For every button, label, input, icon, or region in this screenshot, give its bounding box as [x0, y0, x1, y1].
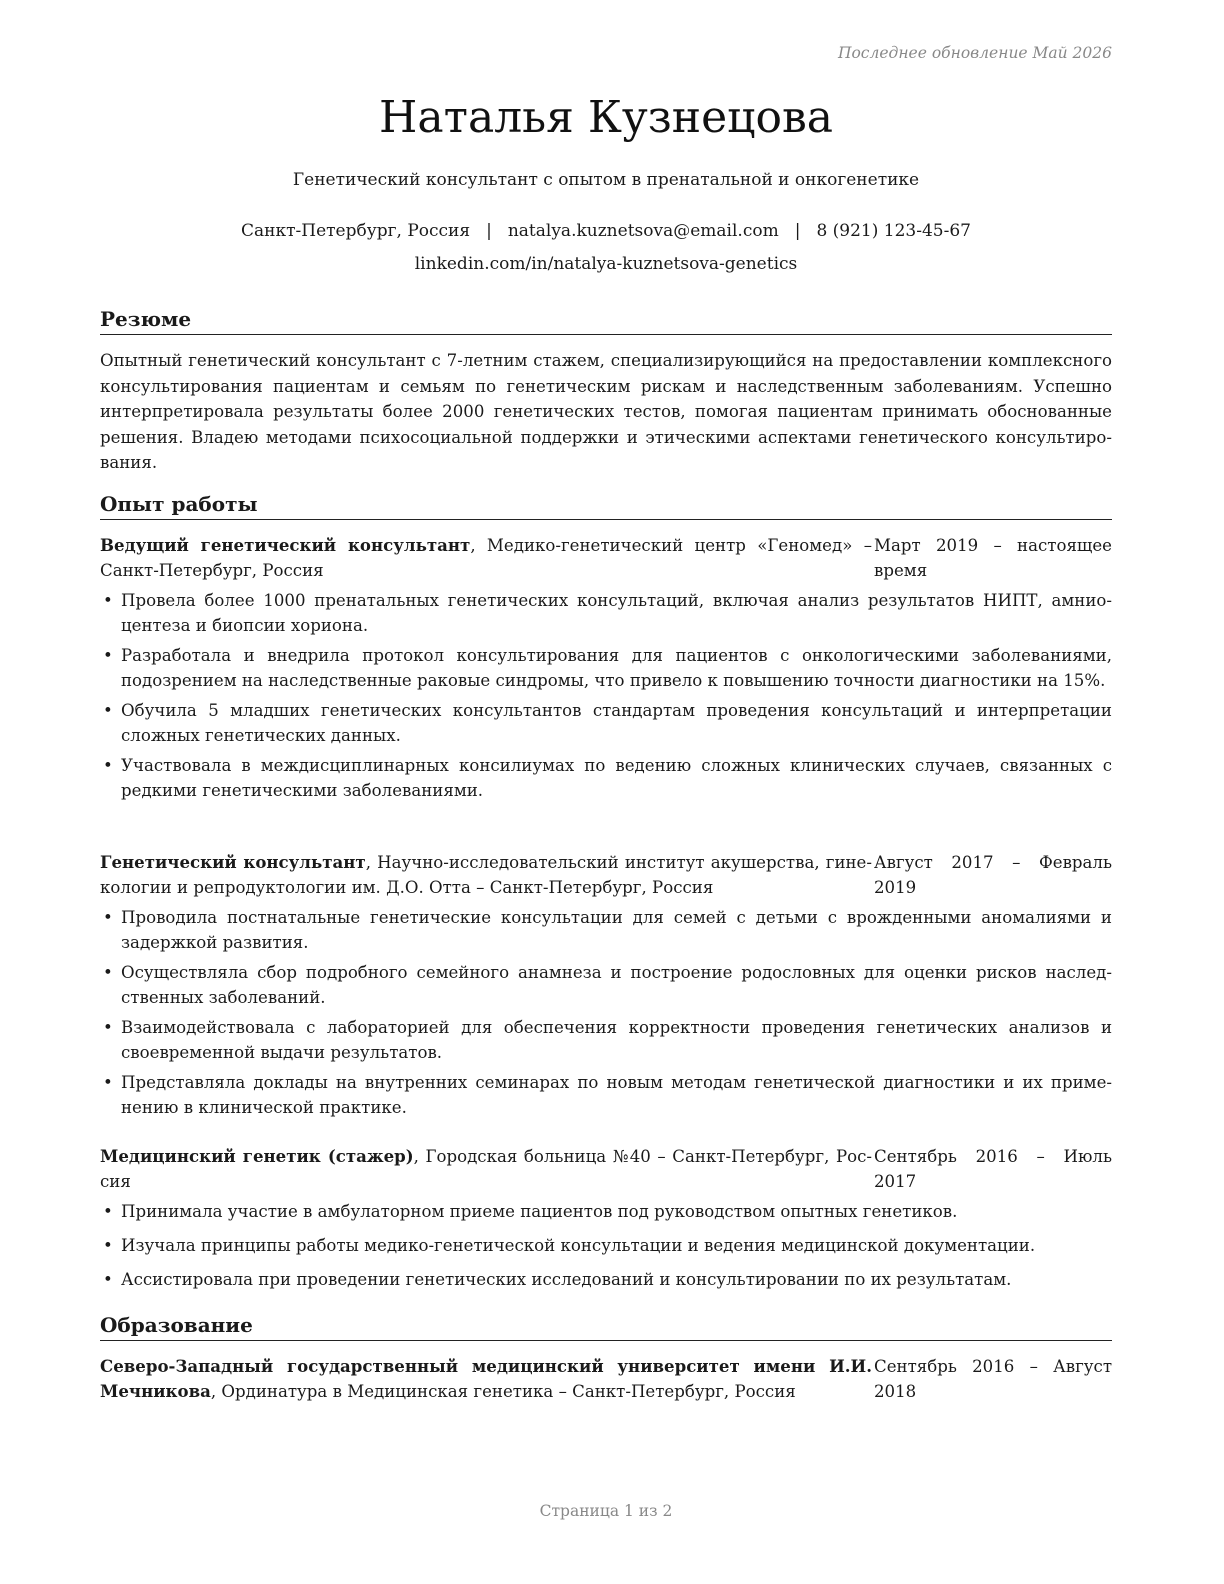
bullet-icon: •: [103, 646, 113, 665]
list-item: • Взаимодействовала с лабораторией для обеспечения корректности проведения генетических анализов и своевременной выдачи результатов.: [100, 1015, 1112, 1065]
job-bullets: [100, 588, 1112, 808]
job-organization: , Научно-исследовательский институт акушерства, гинекологии и репродуктологии им. Д.О. Отта – Санкт-Петербург, Россия: [100, 853, 872, 897]
bullet-icon: •: [103, 908, 113, 927]
section-title-summary: Резюме: [100, 305, 1112, 335]
page-number: Страница 1 из 2: [539, 1502, 673, 1520]
bullet-icon: •: [103, 963, 113, 982]
location: Санкт-Петербург, Россия: [241, 221, 471, 241]
institution-name: Северо-Западный государственный медицинский университет имени И.И. Мечникова: [100, 1356, 872, 1401]
list-item: • Проводила постнатальные генетические консультации для семей с детьми с врожденными аномалиями и задержкой развития.: [100, 905, 1112, 955]
job-organization: , Городская больница №40 – Санкт-Петербург, Россия: [100, 1147, 873, 1191]
job-bullets: [100, 1199, 1112, 1301]
education-entry: [100, 1354, 1112, 1404]
job-dates: Март 2019 – настоящее время: [874, 536, 1112, 580]
candidate-name: Наталья Кузнецова: [379, 92, 833, 143]
job-title: Генетический консультант: [100, 852, 366, 872]
contact-line: [100, 219, 1112, 244]
bullet-icon: •: [103, 756, 113, 775]
job-header: [100, 850, 1112, 900]
job-role: [100, 850, 872, 900]
list-item: • Обучила 5 младших генетических консультантов стандартам проведения консультаций и интерпретации сложных генетических данных.: [100, 698, 1112, 748]
section-title-experience: Опыт работы: [100, 490, 1112, 520]
bullet-icon: •: [103, 1073, 113, 1092]
summary-text: Опытный генетический консультант с 7-летним стажем, специализирующийся на предоставлении комплексного консультирования пациентам и семьям по генетическим рискам и наследственным заболеваниям. Успешно интерпретировала результаты более 2000 генетических тестов, помогая пациентам принимать обоснованные решения. Владею методами психосоциальной поддержки и этическими аспектами генетического консультирования.: [100, 351, 1112, 472]
bullet-icon: •: [103, 1236, 113, 1255]
job-bullets: [100, 905, 1112, 1125]
job-title: Ведущий генетический консультант: [100, 535, 471, 555]
contact-block: [100, 219, 1112, 277]
education-institution: [100, 1354, 872, 1404]
list-item: • Разработала и внедрила протокол консультирования для пациентов с онкологическими заболеваниями, подозрением на наследственные раковые синдромы, что привело к повышению точности диагностики на 15%.: [100, 643, 1112, 693]
job-dates: Сентябрь 2016 – Июль 2017: [874, 1147, 1112, 1191]
section-title-education: Образование: [100, 1311, 1112, 1341]
resume-page: [100, 0, 1112, 1584]
phone: 8 (921) 123-45-67: [816, 221, 971, 241]
job-title: Медицинский генетик (стажер): [100, 1146, 414, 1166]
list-item: • Участвовала в междисциплинарных консилиумах по ведению сложных клинических случаев, связанных с редкими генетическими заболеваниями.: [100, 753, 1112, 803]
bullet-icon: •: [103, 701, 113, 720]
job-dates: Август 2017 – Февраль 2019: [874, 853, 1112, 897]
list-item: • Осуществляла сбор подробного семейного анамнеза и построение родословных для оценки рисков наследственных заболеваний.: [100, 960, 1112, 1010]
list-item: • Изучала принципы работы медико-генетической консультации и ведения медицинской документации.: [100, 1233, 1112, 1258]
job-header: [100, 1144, 1112, 1194]
education-details: , Ординатура в Медицинская генетика – Санкт-Петербург, Россия: [210, 1382, 796, 1401]
job-header: [100, 533, 1112, 583]
separator: |: [486, 221, 492, 241]
job-role: [100, 1144, 872, 1194]
list-item: • Ассистировала при проведении генетических исследований и консультировании по их результатам.: [100, 1267, 1112, 1292]
education-dates: Сентябрь 2016 – Август 2018: [874, 1357, 1112, 1401]
bullet-icon: •: [103, 1270, 113, 1289]
separator: |: [794, 221, 801, 241]
list-item: • Провела более 1000 пренатальных генетических консультаций, включая анализ результатов НИПТ, амниоцентеза и биопсии хориона.: [100, 588, 1112, 638]
linkedin-link[interactable]: linkedin.com/in/natalya-kuznetsova-genetics: [414, 254, 798, 274]
email-link[interactable]: natalya.kuznetsova@email.com: [507, 221, 779, 241]
job-role: [100, 533, 872, 583]
list-item: • Представляла доклады на внутренних семинарах по новым методам генетической диагностики и их применению в клинической практике.: [100, 1070, 1112, 1120]
headline: Генетический консультант с опытом в пренатальной и онкогенетике: [292, 170, 920, 190]
list-item: • Принимала участие в амбулаторном приеме пациентов под руководством опытных генетиков.: [100, 1199, 1112, 1224]
bullet-icon: •: [103, 1202, 113, 1221]
last-updated: Последнее обновление Май 2026: [837, 44, 1112, 62]
job-organization: , Медико-генетический центр «Геномед» – Санкт-Петербург, Россия: [100, 536, 872, 580]
bullet-icon: •: [103, 1018, 113, 1037]
bullet-icon: •: [103, 591, 113, 610]
